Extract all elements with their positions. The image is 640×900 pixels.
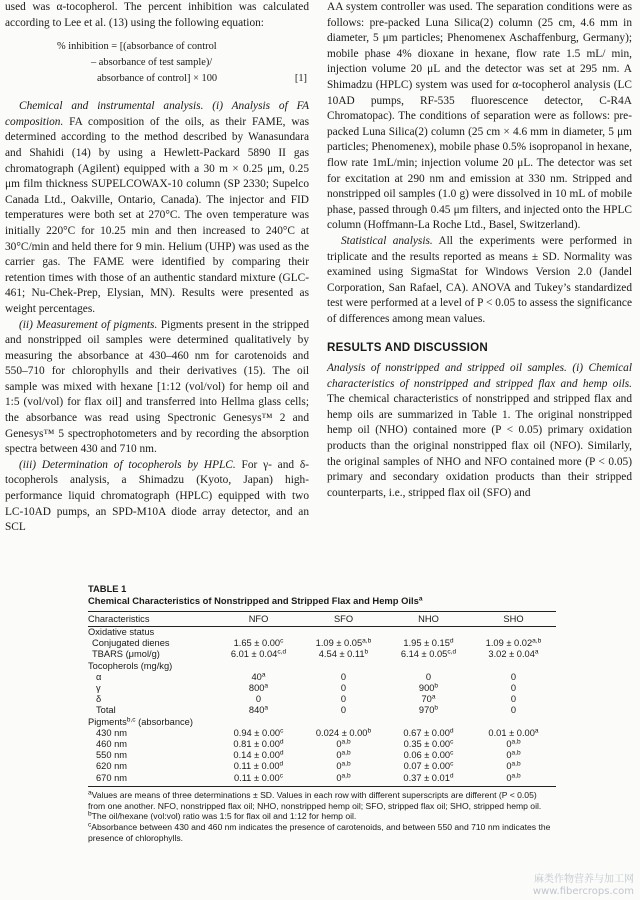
row-label xyxy=(88,672,216,683)
row-label xyxy=(88,694,216,705)
cell-superscript: a xyxy=(261,671,266,679)
table-row xyxy=(88,694,556,705)
cell-value: 0 xyxy=(506,750,512,761)
table-cell xyxy=(386,705,471,716)
table-row xyxy=(88,627,556,639)
table-row xyxy=(88,661,556,672)
paragraph-body: The chemical characteristics of nonstripped and stripped flax and hemp oils are summarized in Table 1. The original nonstripped hemp oil (NHO) contained more (P < 0.05) primary oxidation products than the original nonstripped flax oil (NFO). Similarly, the original samples of NHO and NFO contained more (P < 0.05) primary and secondary oxidation products than their stripped counterparts, i.e., stripped flax oil (SFO) and xyxy=(327,393,632,499)
cell-superscript: a,b xyxy=(511,772,521,780)
cell-superscript: a,b xyxy=(511,749,521,757)
table-cell xyxy=(301,683,386,694)
watermark-line-2: www.fibercrops.com xyxy=(532,886,634,897)
row-label-text: 670 nm xyxy=(96,772,128,783)
cell-value: 0.024 ± 0.00 xyxy=(315,727,368,738)
cell-value: 0.14 ± 0.00 xyxy=(233,750,280,761)
paragraph-body: Pigments present in the stripped and nonstripped oil samples were determined qualitatively by measuring the absorbance at 430–460 nm for carotenoids and 550–710 for chlorophylls and their derivatives (15). The oil sample was mixed with hexane [1:12 (vol/vol) for hemp oil and 1:5 (vol/vol) for flax oil] and transferred into Hellma glass cells; the absorbance was read using Spectronic Genesys™ 2 and Genesys™ 5 spectrophotometers and by recording the absorption spectra between 430 and 710 nm. xyxy=(5,318,309,456)
cell-superscript: c xyxy=(280,637,284,645)
cell-superscript: c,d xyxy=(447,648,457,656)
paragraph-fa-composition xyxy=(5,99,309,317)
table-label: TABLE 1 xyxy=(88,583,127,594)
cell-superscript: a,b xyxy=(362,637,372,645)
cell-value: 0.94 ± 0.00 xyxy=(233,727,281,738)
footnote xyxy=(88,811,556,822)
footnote xyxy=(88,822,556,844)
cell-value: 0 xyxy=(510,705,517,716)
cell-value: 0.81 ± 0.00 xyxy=(233,739,280,750)
cell-value: 0 xyxy=(425,671,432,682)
cell-value: 0 xyxy=(340,683,347,694)
table-cell xyxy=(386,683,471,694)
table-cell xyxy=(216,649,301,660)
table-row xyxy=(88,672,556,683)
table-row xyxy=(88,649,556,660)
table-cell xyxy=(301,649,386,660)
table-cell xyxy=(471,661,556,672)
paragraph-body: For γ- and δ-tocopherols analysis, a Shimadzu (Kyoto, Japan) high-performance liquid chromatograph (HPLC) equipped with two LC-10AD pumps, an SPD-M10A diode array detector, and an SCL xyxy=(5,458,309,534)
cell-value: 0 xyxy=(506,761,512,772)
row-label-text: Pigments xyxy=(88,716,127,727)
cell-superscript: a xyxy=(534,648,539,656)
row-label xyxy=(88,750,216,761)
paragraph-lead: Statistical analysis. xyxy=(341,234,433,247)
table-cell xyxy=(386,739,471,750)
table-row xyxy=(88,705,556,716)
table-cell xyxy=(216,773,301,787)
table-row xyxy=(88,773,556,787)
cell-value: 0 xyxy=(506,739,512,750)
cell-value: 840 xyxy=(248,705,265,716)
table-cell xyxy=(301,661,386,672)
table-cell xyxy=(216,728,301,739)
table-title xyxy=(88,595,556,607)
cell-superscript: a,b xyxy=(341,760,351,768)
cell-superscript: d xyxy=(449,772,454,780)
column-header: SHO xyxy=(471,612,556,627)
row-label xyxy=(88,649,216,660)
table-title-sup: a xyxy=(418,595,423,603)
table-cell xyxy=(216,683,301,694)
table-cell xyxy=(301,728,386,739)
table-cell xyxy=(216,627,301,639)
cell-superscript: d xyxy=(449,637,454,645)
cell-value: 1.95 ± 0.15 xyxy=(403,638,450,649)
table-cell xyxy=(471,649,556,660)
cell-superscript: c xyxy=(450,749,454,757)
column-header: Characteristics xyxy=(88,612,216,627)
table-cell xyxy=(471,638,556,649)
cell-superscript: a,b xyxy=(341,772,351,780)
watermark xyxy=(533,874,634,898)
table-cell xyxy=(386,672,471,683)
section-heading: RESULTS AND DISCUSSION xyxy=(327,341,488,355)
cell-value: 1.09 ± 0.05 xyxy=(315,638,363,649)
table-cell xyxy=(471,705,556,716)
table-row xyxy=(88,739,556,750)
cell-superscript: a,b xyxy=(511,738,521,746)
cell-superscript: d xyxy=(279,760,284,768)
table-cell xyxy=(471,761,556,772)
column-header: NFO xyxy=(216,612,301,627)
table-cell xyxy=(216,661,301,672)
table-cell xyxy=(216,761,301,772)
cell-superscript: a xyxy=(264,682,269,690)
table-cell xyxy=(301,717,386,728)
cell-superscript: c xyxy=(279,772,284,780)
footnote-text: The oil/hexane (vol:vol) ratio was 1:5 for flax oil and 1:12 for hemp oil. xyxy=(91,811,357,822)
table-footnotes xyxy=(88,790,556,844)
row-label xyxy=(88,627,216,639)
cell-value: 0 xyxy=(340,671,347,682)
cell-value: 6.01 ± 0.04 xyxy=(230,649,278,660)
cell-value: 0 xyxy=(336,750,342,761)
table-cell xyxy=(216,672,301,683)
cell-value: 0.01 ± 0.00 xyxy=(488,727,535,738)
row-label-text: δ xyxy=(96,694,102,705)
table-cell xyxy=(301,773,386,787)
equation-number: [1] xyxy=(294,73,307,85)
cell-value: 0.67 ± 0.00 xyxy=(403,727,450,738)
cell-value: 0 xyxy=(336,739,342,750)
characteristics-table xyxy=(88,611,556,787)
table-cell xyxy=(386,638,471,649)
cell-superscript: c,d xyxy=(277,648,287,656)
table-cell xyxy=(471,694,556,705)
cell-superscript: a,b xyxy=(341,738,351,746)
cell-value: 0 xyxy=(506,772,512,783)
paragraph-lead: (iii) Determination of tocopherols by HPLC. xyxy=(19,458,236,471)
cell-value: 0.06 ± 0.00 xyxy=(403,750,451,761)
table-row xyxy=(88,717,556,728)
table-cell xyxy=(216,705,301,716)
right-column xyxy=(327,0,632,501)
table-cell xyxy=(301,627,386,639)
paragraph-results xyxy=(327,361,632,501)
cell-value: 0 xyxy=(510,694,517,705)
cell-superscript: a,b xyxy=(511,760,521,768)
table-title-text: Chemical Characteristics of Nonstripped and Stripped Flax and Hemp Oils xyxy=(88,595,419,606)
cell-value: 0 xyxy=(340,705,347,716)
cell-value: 4.54 ± 0.11 xyxy=(318,649,365,660)
cell-value: 0.37 ± 0.01 xyxy=(403,772,450,783)
cell-superscript: a,b xyxy=(341,749,351,757)
cell-value: 0 xyxy=(336,772,342,783)
paragraph-lead: Analysis of nonstripped and stripped oil samples. (i) Chemical characteristics of nonstripped and stripped flax and hemp oils. xyxy=(327,362,632,390)
column-header: SFO xyxy=(301,612,386,627)
row-label xyxy=(88,638,216,649)
cell-superscript: c xyxy=(280,727,284,735)
cell-superscript: a,b xyxy=(532,637,542,645)
table-cell xyxy=(301,694,386,705)
table-cell xyxy=(301,761,386,772)
table-cell xyxy=(471,750,556,761)
cell-value: 6.14 ± 0.05 xyxy=(400,649,448,660)
row-label xyxy=(88,705,216,716)
equation-line-1: % inhibition = [(absorbance of control xyxy=(57,41,217,53)
cell-superscript: a xyxy=(431,693,436,701)
table-cell xyxy=(386,649,471,660)
row-label-text: Total xyxy=(96,705,116,716)
table-row xyxy=(88,638,556,649)
row-label xyxy=(88,739,216,750)
table-cell xyxy=(301,638,386,649)
cell-value: 0 xyxy=(510,671,517,682)
cell-value: 0.11 ± 0.00 xyxy=(233,772,280,783)
equation-line-3: absorbance of control] × 100 xyxy=(97,73,218,85)
table-cell xyxy=(216,717,301,728)
footnote-mark: c xyxy=(88,821,92,829)
cell-superscript: b xyxy=(364,648,369,656)
row-label-text: 460 nm xyxy=(96,739,128,750)
footnote xyxy=(88,790,556,812)
footnote-mark: b xyxy=(88,810,92,818)
footnote-mark: a xyxy=(88,789,92,797)
table-body xyxy=(88,627,556,787)
row-label xyxy=(88,761,216,772)
cell-value: 1.09 ± 0.02 xyxy=(485,638,533,649)
table-cell xyxy=(386,661,471,672)
row-label-suffix: (absorbance) xyxy=(135,716,193,727)
cell-value: 0 xyxy=(255,694,262,705)
cell-value: 900 xyxy=(418,683,435,694)
table-cell xyxy=(301,750,386,761)
cell-value: 0.35 ± 0.00 xyxy=(403,739,451,750)
row-label xyxy=(88,683,216,694)
table-cell xyxy=(471,683,556,694)
cell-value: 0.07 ± 0.00 xyxy=(403,761,451,772)
table-cell xyxy=(386,773,471,787)
column-header: NHO xyxy=(386,612,471,627)
cell-value: 0 xyxy=(510,683,517,694)
cell-superscript: a xyxy=(264,704,269,712)
table-row xyxy=(88,761,556,772)
equation-inhibition xyxy=(5,39,309,89)
cell-value: 40 xyxy=(251,671,262,682)
cell-superscript: b xyxy=(434,704,439,712)
row-label-text: TBARS (μmol/g) xyxy=(92,649,160,660)
table-row xyxy=(88,683,556,694)
table-cell xyxy=(471,739,556,750)
cell-value: 800 xyxy=(248,683,265,694)
cell-value: 70 xyxy=(421,694,432,705)
paragraph-tocopherols xyxy=(5,458,309,536)
row-label-text: 620 nm xyxy=(96,761,128,772)
row-label xyxy=(88,728,216,739)
row-label-text: 550 nm xyxy=(96,750,128,761)
paragraph-body: All the experiments were performed in triplicate and the results reported as means ± SD. Normality was examined using SigmaStat for Windows Version 2.0 (Jandel Corporation, San Rafael, CA). ANOVA and Tukey’s standardized test were performed at a level of P < 0.05 to assess the significance of differences among mean values. xyxy=(327,234,632,325)
paragraph-lead: Chemical and instrumental analysis. (i) Analysis of FA composition. xyxy=(5,100,309,128)
table-cell xyxy=(471,717,556,728)
paragraph-statistics xyxy=(327,234,632,328)
table-cell xyxy=(471,773,556,787)
footnote-text: Values are means of three determinations ± SD. Values in each row with different superscripts are different (P < 0.05) from one another. NFO, nonstripped flax oil; NHO, nonstripped hemp oil; SFO, stripped flax oil; SHO, stripped hemp oil. xyxy=(88,789,542,811)
row-label xyxy=(88,661,216,672)
table-cell xyxy=(386,728,471,739)
table-cell xyxy=(216,750,301,761)
row-label-text: Oxidative status xyxy=(88,627,155,637)
cell-superscript: d xyxy=(279,749,284,757)
row-label xyxy=(88,773,216,787)
cell-superscript: c xyxy=(450,738,454,746)
paragraph-body: FA composition of the oils, as their FAME, was determined according to the method described by Wanasundara and Shahidi (14) by using a Hewlett-Packard 5890 II gas chromatograph (Agilent) equipped with a 30 m × 0.25 μm, 0.25 μm film thickness SUPELCOWAX-10 column (SP 2330; Supelco Canada Ltd., Oakville, Ontario, Canada). The injector and FID temperatures were both set at 270°C. The oven temperature was initially 220°C for 10.25 min and then increased to 240°C at 30°C/min and held there for 9 min. Helium (UHP) was used as the carrier gas. The FAME were identified by comparing their retention times with those of an authentic standard mixture (GLC-461; Nu-Chek-Prep, Elysian, MN). Results were presented as weight percentages. xyxy=(5,115,309,315)
table-cell xyxy=(471,627,556,639)
row-label-sup: b,c xyxy=(126,716,136,724)
table-cell xyxy=(301,705,386,716)
footnote-text: Absorbance between 430 and 460 nm indicates the presence of carotenoids, and between 550 and 710 nm indicates the presence of chlorophylls. xyxy=(88,822,551,844)
table-row xyxy=(88,750,556,761)
cell-superscript: b xyxy=(367,727,372,735)
cell-value: 0 xyxy=(336,761,342,772)
cell-value: 3.02 ± 0.04 xyxy=(488,649,535,660)
cell-value: 970 xyxy=(418,705,435,716)
equation-line-2: – absorbance of test sample)/ xyxy=(91,57,213,69)
table-cell xyxy=(216,739,301,750)
paragraph-lead: (ii) Measurement of pigments. xyxy=(19,318,158,331)
cell-value: 0.11 ± 0.00 xyxy=(233,761,280,772)
row-label-text: Tocopherols (mg/kg) xyxy=(88,660,173,671)
cell-superscript: a xyxy=(534,727,539,735)
table-cell xyxy=(301,672,386,683)
table-row xyxy=(88,728,556,739)
paragraph-pigments xyxy=(5,318,309,458)
row-label-text: 430 nm xyxy=(96,727,128,738)
paragraph-intro: used was α-tocopherol. The percent inhibition was calculated according to Lee et al. (13) using the following equation: xyxy=(5,1,309,29)
cell-value: 0 xyxy=(340,694,347,705)
left-column xyxy=(5,0,309,536)
table-cell xyxy=(216,694,301,705)
row-label-text: γ xyxy=(96,683,101,694)
watermark-line-1: 麻类作物营养与加工网 xyxy=(534,874,634,885)
cell-superscript: c xyxy=(450,760,454,768)
table-cell xyxy=(386,694,471,705)
table-cell xyxy=(386,761,471,772)
table-cell xyxy=(386,627,471,639)
table-header-row xyxy=(88,612,556,627)
table-cell xyxy=(471,672,556,683)
table-cell xyxy=(301,739,386,750)
row-label-text: Conjugated dienes xyxy=(92,638,170,649)
table-cell xyxy=(216,638,301,649)
cell-superscript: d xyxy=(449,727,454,735)
row-label xyxy=(88,717,216,728)
paragraph-hplc-continued: AA system controller was used. The separation conditions were as follows: pre-packed Luna Silica(2) column (25 cm, 4.6 mm in diameter, 5 μm particles; Phenomenex Aschaffenburg, Germany); mobile phase 4% dioxane in hexane, flow rate 1.5 mL/ min, injection volume 20 μL and the detector was set at 295 nm. A Shimadzu (HPLC) system was used for α-tocopherol analysis (LC 10AD pumps, RF-535 fluorescence detector, C-R4A Chromatopac). The conditions of separation were as follows: pre-packed Luna Silica(2) column (25 cm × 4.6 mm in diameter, 5 μm particles; Phenomenex), mobile phase 0.5% isopropanol in hexane, flow rate 1mL/min; injection volume 20 μL. The detector was set for excitation at 290 nm and emission at 330 nm. Stripped and nonstripped oil samples (1.0 g) were dissolved in 10 mL of mobile phase, passed through 0.45 μm filters, and injected onto the HPLC column (Hoffmann-La Roche Ltd., Basel, Switzerland). xyxy=(327,1,632,232)
table-cell xyxy=(471,728,556,739)
row-label-text: α xyxy=(96,671,102,682)
cell-value: 1.65 ± 0.00 xyxy=(233,638,281,649)
table-cell xyxy=(386,750,471,761)
cell-superscript: d xyxy=(279,738,284,746)
cell-superscript: b xyxy=(434,682,439,690)
table-1 xyxy=(88,583,556,844)
table-cell xyxy=(386,717,471,728)
